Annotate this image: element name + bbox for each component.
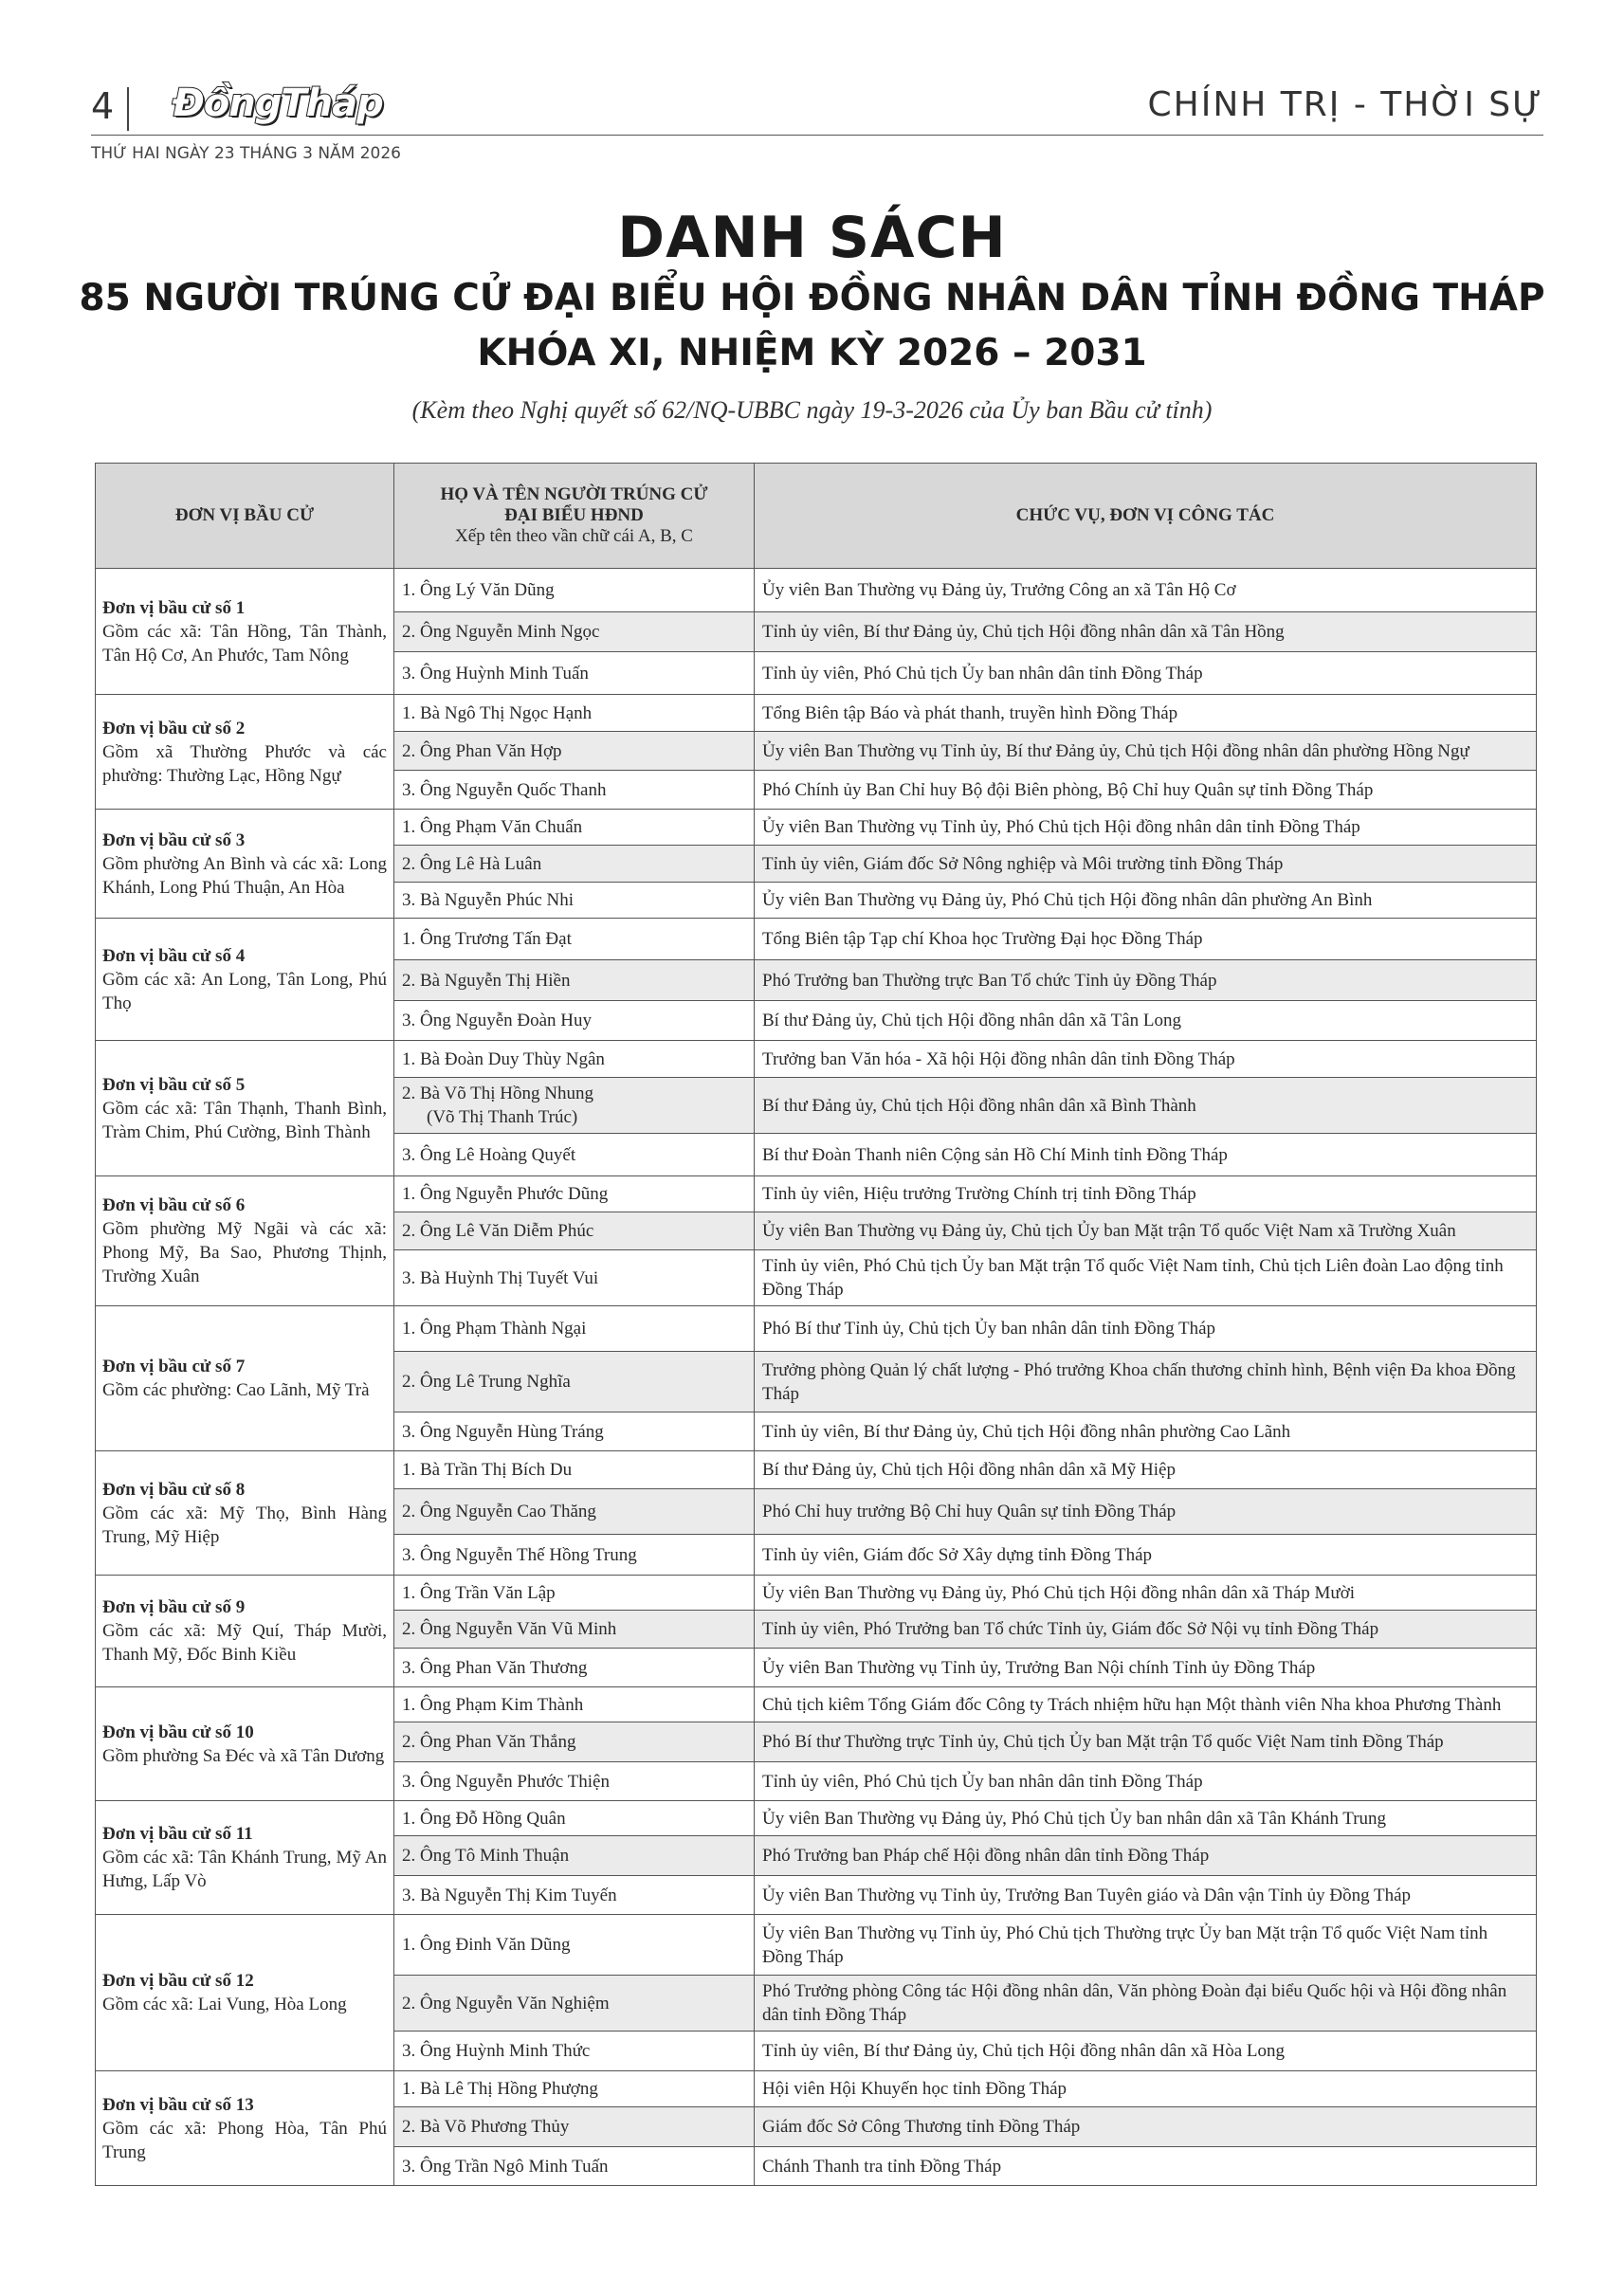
delegate-name: 1. Ông Nguyễn Phước Dũng (402, 1184, 609, 1204)
delegate-name-cell (394, 569, 755, 612)
delegate-position: Phó Trưởng ban Pháp chế Hội đồng nhân dân tỉnh Đồng Tháp (755, 1836, 1537, 1876)
delegate-name: 3. Ông Huỳnh Minh Tuấn (402, 663, 589, 683)
delegate-name-cell (394, 846, 755, 883)
election-unit-cell (96, 1687, 394, 1801)
delegate-name-cell (394, 2032, 755, 2071)
delegate-name-cell (394, 1801, 755, 1836)
delegate-name: 3. Ông Trần Ngô Minh Tuấn (402, 2156, 609, 2177)
election-unit-cell (96, 695, 394, 810)
delegate-position: Tỉnh ủy viên, Bí thư Đảng ủy, Chủ tịch Hội đồng nhân dân xã Hòa Long (755, 2032, 1537, 2071)
delegate-name: 1. Ông Phạm Thành Ngại (402, 1319, 587, 1339)
delegate-position: Tỉnh ủy viên, Bí thư Đảng ủy, Chủ tịch Hội đồng nhân dân xã Tân Hồng (755, 612, 1537, 652)
delegate-name: 2. Ông Lê Trung Nghĩa (402, 1372, 571, 1392)
header-rule (91, 135, 1543, 136)
delegate-name-cell (394, 1134, 755, 1176)
election-unit-name: Đơn vị bầu cử số 10 (102, 1722, 254, 1742)
delegate-name-cell (394, 1915, 755, 1976)
delegate-name: 3. Ông Lê Hoàng Quyết (402, 1144, 576, 1165)
election-unit-name: Đơn vị bầu cử số 6 (102, 1195, 246, 1215)
delegate-name: 3. Ông Huỳnh Minh Thức (402, 2041, 591, 2061)
delegate-position: Tỉnh ủy viên, Phó Chủ tịch Ủy ban Mặt trận Tổ quốc Việt Nam tỉnh, Chủ tịch Liên đoàn Lao động tỉnh Đồng Tháp (755, 1250, 1537, 1306)
delegate-position: Phó Bí thư Tỉnh ủy, Chủ tịch Ủy ban nhân dân tỉnh Đồng Tháp (755, 1306, 1537, 1352)
delegate-name-cell (394, 1687, 755, 1722)
election-unit-areas: Gồm các xã: An Long, Tân Long, Phú Thọ (102, 969, 387, 1013)
resolution-note: (Kèm theo Nghị quyết số 62/NQ-UBBC ngày 19-3-2026 của Ủy ban Bầu cử tỉnh) (411, 396, 1213, 424)
election-unit-areas: Gồm phường An Bình và các xã: Long Khánh, Long Phú Thuận, An Hòa (102, 853, 387, 898)
document-subtitle-line2: KHÓA XI, NHIỆM KỲ 2026 – 2031 (477, 332, 1147, 374)
table-body (96, 569, 1537, 2186)
delegate-position: Ủy viên Ban Thường vụ Đảng ủy, Trưởng Công an xã Tân Hộ Cơ (755, 569, 1537, 612)
election-unit-areas: Gồm các xã: Tân Hồng, Tân Thành, Tân Hộ Cơ, An Phước, Tam Nông (102, 621, 387, 665)
delegate-name: 3. Ông Nguyễn Quốc Thanh (402, 779, 607, 800)
delegate-name: 1. Ông Phạm Kim Thành (402, 1694, 584, 1715)
delegate-name-cell (394, 771, 755, 810)
delegate-position: Tỉnh ủy viên, Phó Trưởng ban Tổ chức Tỉnh ủy, Giám đốc Sở Nội vụ tỉnh Đồng Tháp (755, 1611, 1537, 1649)
delegate-position: Giám đốc Sở Công Thương tỉnh Đồng Tháp (755, 2107, 1537, 2147)
delegate-name-cell (394, 810, 755, 846)
delegate-position: Ủy viên Ban Thường vụ Tỉnh ủy, Bí thư Đảng ủy, Chủ tịch Hội đồng nhân dân phường Hồng Ngự (755, 732, 1537, 771)
delegate-name-cell (394, 1722, 755, 1762)
election-unit-name: Đơn vị bầu cử số 12 (102, 1971, 254, 1991)
delegate-position: Phó Trưởng phòng Công tác Hội đồng nhân dân, Văn phòng Đoàn đại biểu Quốc hội và Hội đồng nhân dân tỉnh Đồng Tháp (755, 1976, 1537, 2032)
table-row (96, 695, 1537, 732)
election-unit-name: Đơn vị bầu cử số 8 (102, 1479, 246, 1500)
table-row (96, 810, 1537, 846)
delegate-position: Ủy viên Ban Thường vụ Đảng ủy, Phó Chủ tịch Hội đồng nhân dân xã Tháp Mười (755, 1576, 1537, 1611)
table-row (96, 1306, 1537, 1352)
delegate-name: 1. Bà Ngô Thị Ngọc Hạnh (402, 702, 593, 723)
issue-date: THỨ HAI NGÀY 23 THÁNG 3 NĂM 2026 (91, 144, 402, 163)
election-unit-name: Đơn vị bầu cử số 13 (102, 2094, 254, 2115)
delegate-name: 1. Ông Phạm Văn Chuẩn (402, 817, 583, 837)
delegate-name: 2. Bà Nguyễn Thị Hiền (402, 970, 571, 991)
page-number-divider (127, 87, 129, 131)
delegate-name-cell (394, 1489, 755, 1535)
delegate-name: 3. Bà Nguyễn Thị Kim Tuyến (402, 1885, 617, 1905)
delegate-position: Ủy viên Ban Thường vụ Tỉnh ủy, Trưởng Ban Nội chính Tỉnh ủy Đồng Tháp (755, 1649, 1537, 1687)
election-unit-name: Đơn vị bầu cử số 7 (102, 1357, 246, 1376)
delegate-name: 2. Ông Nguyễn Minh Ngọc (402, 622, 600, 642)
elected-delegates-table (95, 463, 1537, 2186)
delegate-name: 3. Ông Nguyễn Phước Thiện (402, 1771, 610, 1792)
table-row (96, 1801, 1537, 1836)
delegate-name-cell (394, 1412, 755, 1451)
election-unit-cell (96, 569, 394, 695)
election-unit-cell (96, 1915, 394, 2071)
delegate-position: Tỉnh ủy viên, Phó Chủ tịch Ủy ban nhân dân tỉnh Đồng Tháp (755, 652, 1537, 695)
delegate-name: 1. Ông Trương Tấn Đạt (402, 929, 572, 949)
table-header-row (96, 464, 1537, 569)
election-unit-name: Đơn vị bầu cử số 4 (102, 945, 246, 966)
delegate-position: Ủy viên Ban Thường vụ Tỉnh ủy, Phó Chủ tịch Hội đồng nhân dân tỉnh Đồng Tháp (755, 810, 1537, 846)
delegate-name: 3. Bà Nguyễn Phúc Nhi (402, 890, 575, 910)
table-row (96, 569, 1537, 612)
delegate-name: 2. Ông Tô Minh Thuận (402, 1846, 570, 1866)
table-row (96, 1041, 1537, 1078)
delegate-position: Hội viên Hội Khuyến học tỉnh Đồng Tháp (755, 2071, 1537, 2107)
document-subtitle-line1: 85 NGƯỜI TRÚNG CỬ ĐẠI BIỂU HỘI ĐỒNG NHÂN DÂN TỈNH ĐỒNG THÁP (79, 277, 1545, 319)
delegate-name-cell (394, 919, 755, 960)
delegate-name-cell (394, 732, 755, 771)
table-row (96, 919, 1537, 960)
delegate-name: 3. Ông Nguyễn Hùng Tráng (402, 1421, 604, 1442)
delegate-position: Chủ tịch kiêm Tổng Giám đốc Công ty Trách nhiệm hữu hạn Một thành viên Nha khoa Phương Thành (755, 1687, 1537, 1722)
delegate-position: Trưởng phòng Quản lý chất lượng - Phó trưởng Khoa chấn thương chỉnh hình, Bệnh viện Đa khoa Đồng Tháp (755, 1352, 1537, 1412)
delegate-name-cell (394, 1001, 755, 1041)
delegate-name: 3. Ông Nguyễn Thế Hồng Trung (402, 1544, 637, 1565)
delegate-name-cell (394, 1649, 755, 1687)
election-unit-name: Đơn vị bầu cử số 5 (102, 1074, 246, 1095)
delegate-name: 1. Ông Trần Văn Lập (402, 1582, 556, 1603)
delegate-position: Ủy viên Ban Thường vụ Tỉnh ủy, Phó Chủ tịch Thường trực Ủy ban Mặt trận Tổ quốc Việt Nam tỉnh Đồng Tháp (755, 1915, 1537, 1976)
delegate-name-cell (394, 1078, 755, 1134)
delegate-name: 2. Ông Lê Hà Luân (402, 853, 542, 874)
delegate-name-cell (394, 1041, 755, 1078)
delegate-position: Ủy viên Ban Thường vụ Đảng ủy, Chủ tịch Ủy ban Mặt trận Tổ quốc Việt Nam xã Trường Xuân (755, 1212, 1537, 1250)
delegate-name: 1. Bà Lê Thị Hồng Phượng (402, 2079, 598, 2099)
election-unit-areas: Gồm các xã: Tân Khánh Trung, Mỹ An Hưng, Lấp Vò (102, 1848, 387, 1891)
masthead (91, 82, 1543, 133)
delegate-position: Ủy viên Ban Thường vụ Đảng ủy, Phó Chủ tịch Hội đồng nhân dân phường An Bình (755, 883, 1537, 919)
election-unit-areas: Gồm phường Mỹ Ngãi và các xã: Phong Mỹ, Ba Sao, Phương Thịnh, Trường Xuân (102, 1219, 387, 1286)
delegate-name-cell (394, 612, 755, 652)
delegate-position: Bí thư Đảng ủy, Chủ tịch Hội đồng nhân dân xã Mỹ Hiệp (755, 1451, 1537, 1489)
delegate-name: 2. Ông Nguyễn Văn Nghiệm (402, 1993, 610, 2014)
delegate-position: Bí thư Đảng ủy, Chủ tịch Hội đồng nhân dân xã Bình Thành (755, 1078, 1537, 1134)
delegate-name-cell (394, 1212, 755, 1250)
delegate-position: Phó Bí thư Thường trực Tỉnh ủy, Chủ tịch Ủy ban Mặt trận Tổ quốc Việt Nam tỉnh Đồng Tháp (755, 1722, 1537, 1762)
delegate-name-cell (394, 1976, 755, 2032)
delegate-position: Phó Trưởng ban Thường trực Ban Tổ chức Tỉnh ủy Đồng Tháp (755, 960, 1537, 1001)
election-unit-cell (96, 2071, 394, 2186)
delegate-position: Tỉnh ủy viên, Hiệu trưởng Trường Chính trị tỉnh Đồng Tháp (755, 1176, 1537, 1212)
election-unit-areas: Gồm các xã: Phong Hòa, Tân Phú Trung (102, 2118, 387, 2162)
table-row (96, 1176, 1537, 1212)
delegate-position: Chánh Thanh tra tỉnh Đồng Tháp (755, 2147, 1537, 2186)
delegate-position: Phó Chính ủy Ban Chỉ huy Bộ đội Biên phòng, Bộ Chỉ huy Quân sự tỉnh Đồng Tháp (755, 771, 1537, 810)
delegate-name-cell (394, 1352, 755, 1412)
column-header-name-note: Xếp tên theo vần chữ cái A, B, C (455, 526, 693, 546)
column-header-name (394, 464, 755, 569)
delegate-name: 1. Ông Đỗ Hồng Quân (402, 1808, 566, 1829)
page-number: 4 (91, 85, 115, 127)
delegate-name: 3. Ông Nguyễn Đoàn Huy (402, 1011, 593, 1030)
election-unit-areas: Gồm các phường: Cao Lãnh, Mỹ Trà (102, 1380, 370, 1400)
election-unit-cell (96, 1306, 394, 1451)
election-unit-cell (96, 810, 394, 919)
delegate-name: 2. Ông Phan Văn Thắng (402, 1732, 576, 1752)
delegate-name-cell (394, 2107, 755, 2147)
delegate-name: 1. Bà Đoàn Duy Thùy Ngân (402, 1048, 605, 1069)
delegate-name-cell (394, 1176, 755, 1212)
delegate-name: 1. Bà Trần Thị Bích Du (402, 1460, 573, 1480)
delegate-name-cell (394, 1451, 755, 1489)
delegate-name-cell (394, 1535, 755, 1576)
election-unit-cell (96, 1041, 394, 1176)
delegate-position: Tổng Biên tập Báo và phát thanh, truyền hình Đồng Tháp (755, 695, 1537, 732)
delegate-name-cell (394, 1250, 755, 1306)
newspaper-logo: ĐồngTháp (173, 82, 383, 125)
delegate-position: Ủy viên Ban Thường vụ Tỉnh ủy, Trưởng Ban Tuyên giáo và Dân vận Tỉnh ủy Đồng Tháp (755, 1876, 1537, 1915)
delegate-name: 3. Bà Huỳnh Thị Tuyết Vui (402, 1267, 599, 1288)
section-name: CHÍNH TRỊ - THỜI SỰ (1147, 85, 1543, 124)
delegate-name-cell (394, 883, 755, 919)
delegate-name: 2. Ông Phan Văn Hợp (402, 740, 562, 761)
column-header-unit: ĐƠN VỊ BẦU CỬ (96, 464, 394, 569)
delegate-position: Tỉnh ủy viên, Bí thư Đảng ủy, Chủ tịch Hội đồng nhân phường Cao Lãnh (755, 1412, 1537, 1451)
election-unit-cell (96, 919, 394, 1041)
delegate-name: 2. Bà Võ Thị Hồng Nhung (402, 1084, 593, 1103)
delegate-alias: (Võ Thị Thanh Trúc) (427, 1107, 578, 1127)
delegate-position: Bí thư Đảng ủy, Chủ tịch Hội đồng nhân dân xã Tân Long (755, 1001, 1537, 1041)
column-header-name-line1: HỌ VÀ TÊN NGƯỜI TRÚNG CỬ (440, 484, 708, 504)
delegate-name: 2. Ông Nguyễn Cao Thăng (402, 1502, 596, 1522)
table-row (96, 1687, 1537, 1722)
election-unit-cell (96, 1801, 394, 1915)
election-unit-areas: Gồm các xã: Lai Vung, Hòa Long (102, 1995, 347, 2014)
delegate-name-cell (394, 960, 755, 1001)
delegate-name-cell (394, 1876, 755, 1915)
election-unit-areas: Gồm các xã: Mỹ Thọ, Bình Hàng Trung, Mỹ Hiệp (102, 1503, 387, 1547)
delegate-position: Tỉnh ủy viên, Phó Chủ tịch Ủy ban nhân dân tỉnh Đồng Tháp (755, 1762, 1537, 1801)
delegate-position: Ủy viên Ban Thường vụ Đảng ủy, Phó Chủ tịch Ủy ban nhân dân xã Tân Khánh Trung (755, 1801, 1537, 1836)
delegate-name-cell (394, 1576, 755, 1611)
delegate-position: Tổng Biên tập Tạp chí Khoa học Trường Đại học Đồng Tháp (755, 919, 1537, 960)
table-row (96, 2071, 1537, 2107)
delegate-name-cell (394, 2071, 755, 2107)
delegate-position: Trưởng ban Văn hóa - Xã hội Hội đồng nhân dân tỉnh Đồng Tháp (755, 1041, 1537, 1078)
election-unit-name: Đơn vị bầu cử số 9 (102, 1597, 246, 1617)
election-unit-areas: Gồm xã Thường Phước và các phường: Thường Lạc, Hồng Ngự (102, 741, 387, 786)
delegate-name-cell (394, 2147, 755, 2186)
election-unit-name: Đơn vị bầu cử số 2 (102, 718, 246, 738)
delegate-position: Bí thư Đoàn Thanh niên Cộng sản Hồ Chí Minh tỉnh Đồng Tháp (755, 1134, 1537, 1176)
table-row (96, 1576, 1537, 1611)
delegate-position: Phó Chỉ huy trưởng Bộ Chỉ huy Quân sự tỉnh Đồng Tháp (755, 1489, 1537, 1535)
delegate-name: 2. Ông Lê Văn Diễm Phúc (402, 1221, 594, 1241)
election-unit-name: Đơn vị bầu cử số 11 (102, 1824, 253, 1844)
election-unit-cell (96, 1576, 394, 1687)
delegate-name: 2. Bà Võ Phương Thủy (402, 2117, 570, 2137)
election-unit-areas: Gồm phường Sa Đéc và xã Tân Dương (102, 1745, 385, 1766)
delegate-name: 2. Ông Nguyễn Văn Vũ Minh (402, 1619, 617, 1639)
delegate-name: 1. Ông Lý Văn Dũng (402, 580, 555, 600)
delegate-position: Tỉnh ủy viên, Giám đốc Sở Xây dựng tỉnh Đồng Tháp (755, 1535, 1537, 1576)
document-title: DANH SÁCH (617, 205, 1007, 271)
delegate-position: Tỉnh ủy viên, Giám đốc Sở Nông nghiệp và Môi trường tỉnh Đồng Tháp (755, 846, 1537, 883)
delegate-name-cell (394, 652, 755, 695)
table-row (96, 1451, 1537, 1489)
delegate-name-cell (394, 1836, 755, 1876)
column-header-position: CHỨC VỤ, ĐƠN VỊ CÔNG TÁC (755, 464, 1537, 569)
election-unit-name: Đơn vị bầu cử số 3 (102, 829, 246, 850)
column-header-name-line2: ĐẠI BIỂU HĐND (504, 505, 644, 525)
election-unit-cell (96, 1176, 394, 1306)
election-unit-areas: Gồm các xã: Mỹ Quí, Tháp Mười, Thanh Mỹ, Đốc Binh Kiều (102, 1621, 387, 1665)
delegate-name: 3. Ông Phan Văn Thương (402, 1657, 588, 1678)
election-unit-cell (96, 1451, 394, 1576)
table-row (96, 1915, 1537, 1976)
delegate-name: 1. Ông Đinh Văn Dũng (402, 1935, 571, 1955)
delegate-name-cell (394, 695, 755, 732)
election-unit-name: Đơn vị bầu cử số 1 (102, 597, 246, 618)
delegate-name-cell (394, 1611, 755, 1649)
delegate-name-cell (394, 1762, 755, 1801)
election-unit-areas: Gồm các xã: Tân Thạnh, Thanh Bình, Tràm Chim, Phú Cường, Bình Thành (102, 1098, 387, 1142)
delegate-name-cell (394, 1306, 755, 1352)
